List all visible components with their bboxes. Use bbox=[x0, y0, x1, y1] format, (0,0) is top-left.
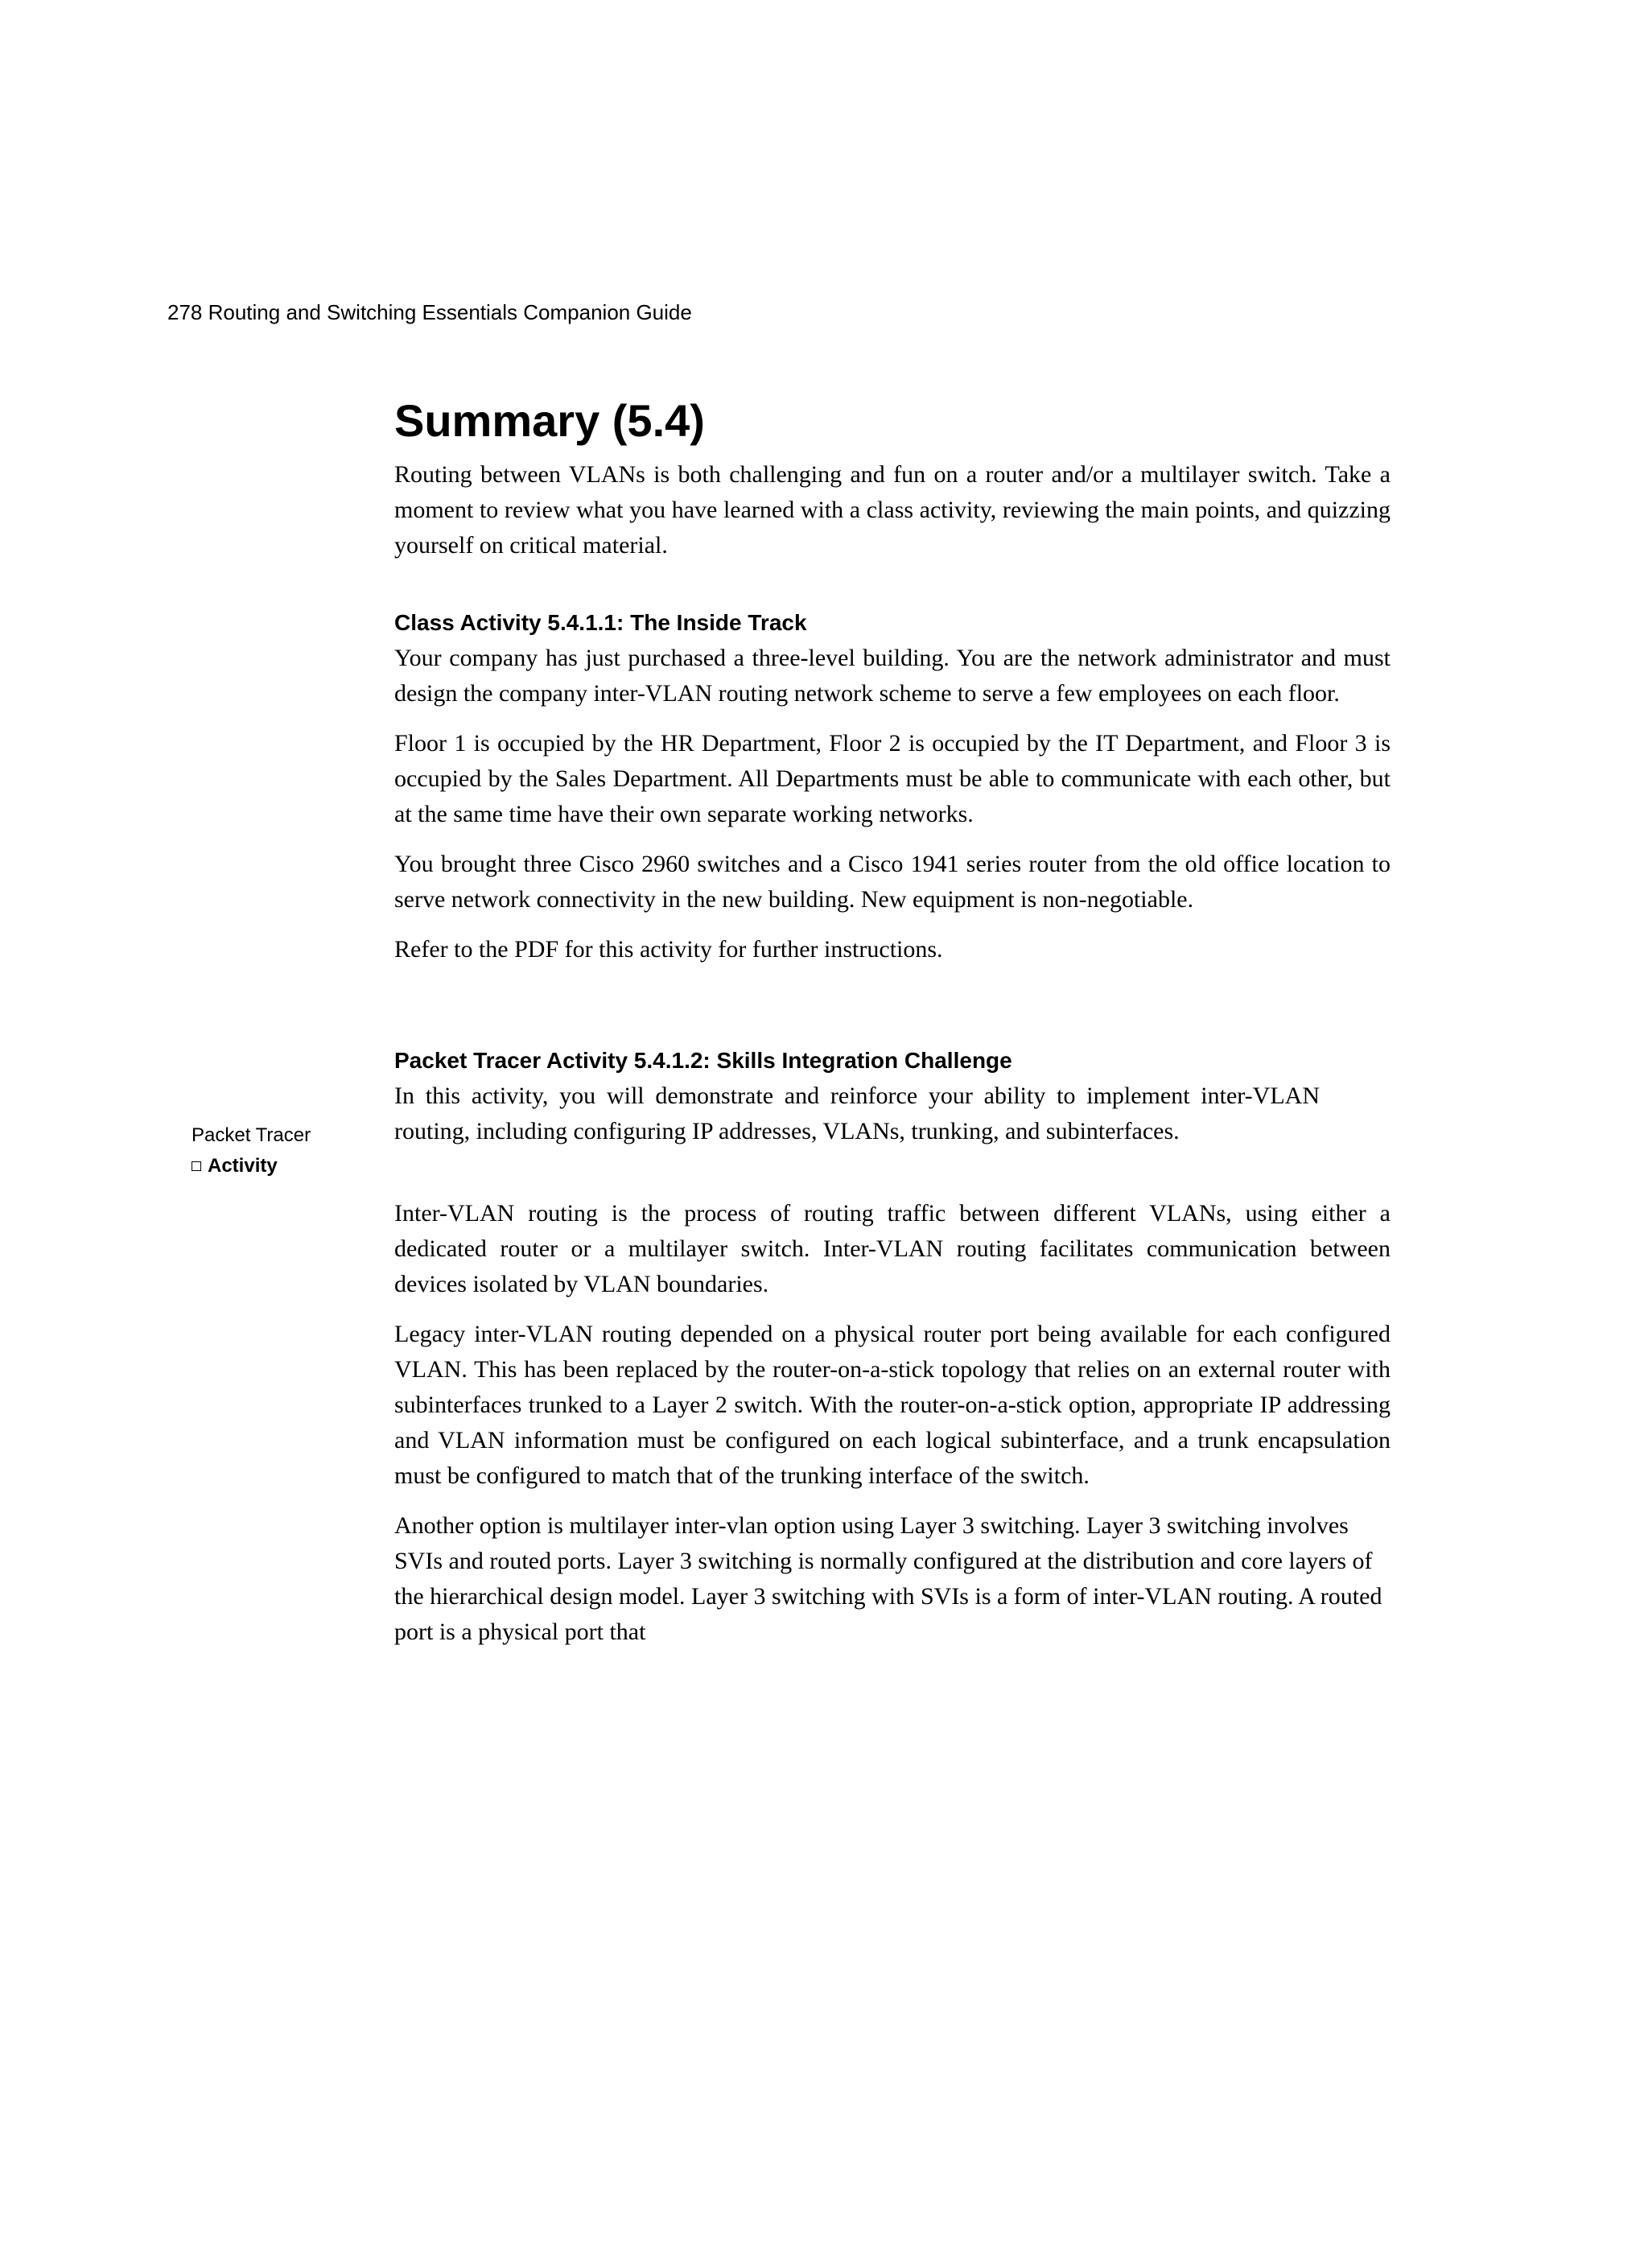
running-header: 278 Routing and Switching Essentials Companion Guide bbox=[167, 300, 692, 324]
sidebar-label-line1: Packet Tracer bbox=[192, 1124, 311, 1146]
checkbox-icon bbox=[192, 1161, 201, 1171]
sidebar-label-line2: Activity bbox=[208, 1155, 278, 1177]
summary-intro: Routing between VLANs is both challenging and fun on a router and/or a multilayer switch. Take a moment to review what you have learned with a class activity, reviewing the main points, and quizzing yourself on critical material. bbox=[394, 461, 1390, 559]
body-paragraph: Inter-VLAN routing is the process of routing traffic between different VLANs, using either a dedicated router or a multilayer switch. Inter-VLAN routing facilitates communication between devices isolated by VLAN boundaries. bbox=[394, 1200, 1390, 1297]
main-content bbox=[394, 385, 1390, 1664]
body-paragraph: Legacy inter-VLAN routing depended on a physical router port being available for each configured VLAN. This has been replaced by the router-on-a-stick topology that relies on an external router with subinterfaces trunked to a Layer 2 switch. With the router-on-a-stick option, appropriate IP addressing and VLAN information must be configured on each logical subinterface, and a trunk encapsulation must be configured to match that of the trunking interface of the switch. bbox=[394, 1321, 1390, 1489]
section-title: Summary (5.4) bbox=[394, 395, 705, 446]
packet-tracer-activity-label bbox=[192, 1120, 311, 1181]
class-activity-paragraph: You brought three Cisco 2960 switches and a Cisco 1941 series router from the old office location to serve network connectivity in the new building. New equipment is non-negotiable. bbox=[394, 851, 1390, 913]
body-paragraph: Another option is multilayer inter-vlan option using Layer 3 switching. Layer 3 switching involves SVIs and routed ports. Layer 3 switching is normally configured at the distribution and core layers of the hierarchical design model. Layer 3 switching with SVIs is a form of inter-VLAN routing. A routed port is a physical port that bbox=[394, 1512, 1382, 1645]
packet-tracer-heading: Packet Tracer Activity 5.4.1.2: Skills Integration Challenge bbox=[394, 1048, 1012, 1073]
sidebar-label-line2-row bbox=[192, 1151, 311, 1181]
class-activity-paragraph: Refer to the PDF for this activity for further instructions. bbox=[394, 936, 943, 963]
class-activity-paragraph: Your company has just purchased a three-level building. You are the network administrator and must design the company inter-VLAN routing network scheme to serve a few employees on each floor. bbox=[394, 645, 1390, 707]
class-activity-paragraph: Floor 1 is occupied by the HR Department, Floor 2 is occupied by the IT Department, and Floor 3 is occupied by the Sales Department. All Departments must be able to communicate with each other, but at the same time have their own separate working networks. bbox=[394, 730, 1390, 827]
packet-tracer-paragraph: In this activity, you will demonstrate and reinforce your ability to implement inter-VLAN routing, including configuring IP addresses, VLANs, trunking, and subinterfaces. bbox=[394, 1082, 1320, 1144]
class-activity-heading: Class Activity 5.4.1.1: The Inside Track bbox=[394, 610, 807, 635]
